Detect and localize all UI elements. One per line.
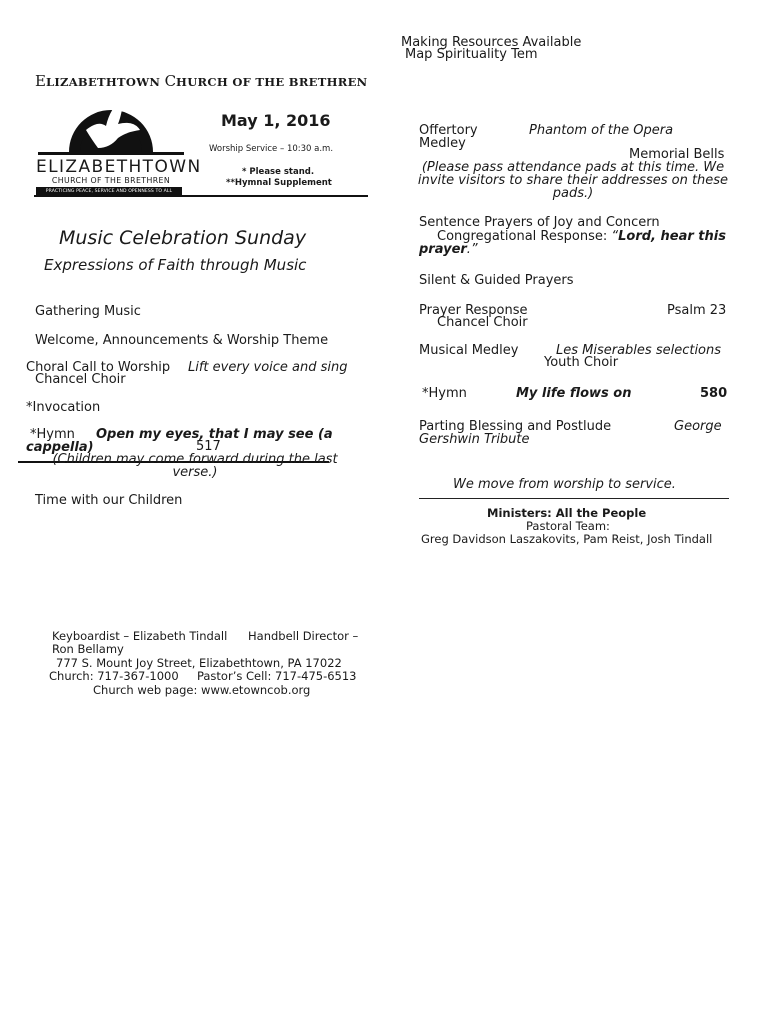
silent-prayers: Silent & Guided Prayers xyxy=(419,273,574,288)
parting-blessing: Parting Blessing and Postlude xyxy=(419,419,612,434)
offertory-label: Offertory Medley xyxy=(419,123,478,151)
dove-sunrise-logo-icon xyxy=(36,90,186,160)
medley-label: Musical Medley xyxy=(419,343,519,358)
logo-sub: CHURCH OF THE BRETHREN xyxy=(51,176,171,185)
choral-call-label: Choral Call to Worship xyxy=(26,360,171,375)
hymn-title: Open my eyes, that I may see (a cappella) xyxy=(26,427,333,455)
hymn2-title: My life flows on xyxy=(516,386,632,401)
congregational-response: Congregational Response: “Lord, hear this prayer.” xyxy=(419,229,726,257)
invocation-item: *Invocation xyxy=(26,400,101,415)
spirituality-line: Map Spirituality Tem xyxy=(405,47,538,62)
logo-name: ELIZABETHTOWN xyxy=(36,157,202,177)
church-logo xyxy=(36,90,202,198)
hymnal-note: **Hymnal Supplement xyxy=(226,178,332,188)
service-date: May 1, 2016 xyxy=(221,111,331,130)
hymn2-number: 580 xyxy=(700,386,728,401)
prayer-response-label: Prayer Response xyxy=(419,303,528,318)
logo-tagline: PRACTICING PEACE, SERVICE AND OPENNESS TO ALL xyxy=(36,187,182,197)
prayer-response-performer: Chancel Choir xyxy=(437,315,528,330)
hymn-label: *Hymn xyxy=(30,427,75,442)
church-web: Church web page: www.etowncob.org xyxy=(93,683,311,697)
pastoral-team-label: Pastoral Team: xyxy=(526,519,610,533)
offertory-title: Phantom of the Opera xyxy=(529,123,674,138)
prayer-response-title: Psalm 23 xyxy=(667,303,727,318)
header-divider xyxy=(34,195,368,197)
hymn2-label: *Hymn xyxy=(422,386,467,401)
pastors-names: Greg Davidson Laszakovits, Pam Reist, Josh Tindall xyxy=(421,532,713,546)
children-note: (Children may come forward during the last verse.) xyxy=(52,452,338,480)
ministers-divider xyxy=(419,498,729,499)
parting-title: George Gershwin Tribute xyxy=(419,419,722,447)
attendance-note: (Please pass attendance pads at this time. We invite visitors to share their addresses on these pads.) xyxy=(417,160,729,201)
church-name: ELIZABETHTOWN CHURCH OF THE BRETHREN xyxy=(35,72,368,90)
page-title: Music Celebration Sunday xyxy=(59,227,307,249)
medley-title: Les Miserables selections xyxy=(556,343,722,358)
church-phones: Church: 717-367-1000 Pastor’s Cell: 717-475-6513 xyxy=(49,669,357,683)
sentence-prayers: Sentence Prayers of Joy and Concern xyxy=(419,215,660,230)
time-with-children: Time with our Children xyxy=(35,493,183,508)
handbell-director-name: Ron Bellamy xyxy=(52,642,124,656)
gathering-music: Gathering Music xyxy=(35,304,141,319)
hymn-number: 517 xyxy=(196,439,221,454)
resources-line: Making Resources Available xyxy=(401,35,582,50)
move-to-service: We move from worship to service. xyxy=(453,477,676,492)
stand-note: * Please stand. xyxy=(242,167,315,177)
service-time: Worship Service – 10:30 a.m. xyxy=(209,144,334,154)
welcome-item: Welcome, Announcements & Worship Theme xyxy=(35,333,329,348)
offertory-performer: Memorial Bells xyxy=(629,147,725,162)
ministers: Ministers: All the People xyxy=(487,506,647,520)
medley-performer: Youth Choir xyxy=(544,355,619,370)
church-address: 777 S. Mount Joy Street, Elizabethtown, PA 17022 xyxy=(56,656,342,670)
page-subtitle: Expressions of Faith through Music xyxy=(44,256,307,274)
choral-call-performer: Chancel Choir xyxy=(35,372,126,387)
keyboardist: Keyboardist – Elizabeth Tindall xyxy=(52,629,228,643)
handbell-director: Handbell Director – xyxy=(248,629,359,643)
choral-call-title: Lift every voice and sing xyxy=(188,360,348,375)
